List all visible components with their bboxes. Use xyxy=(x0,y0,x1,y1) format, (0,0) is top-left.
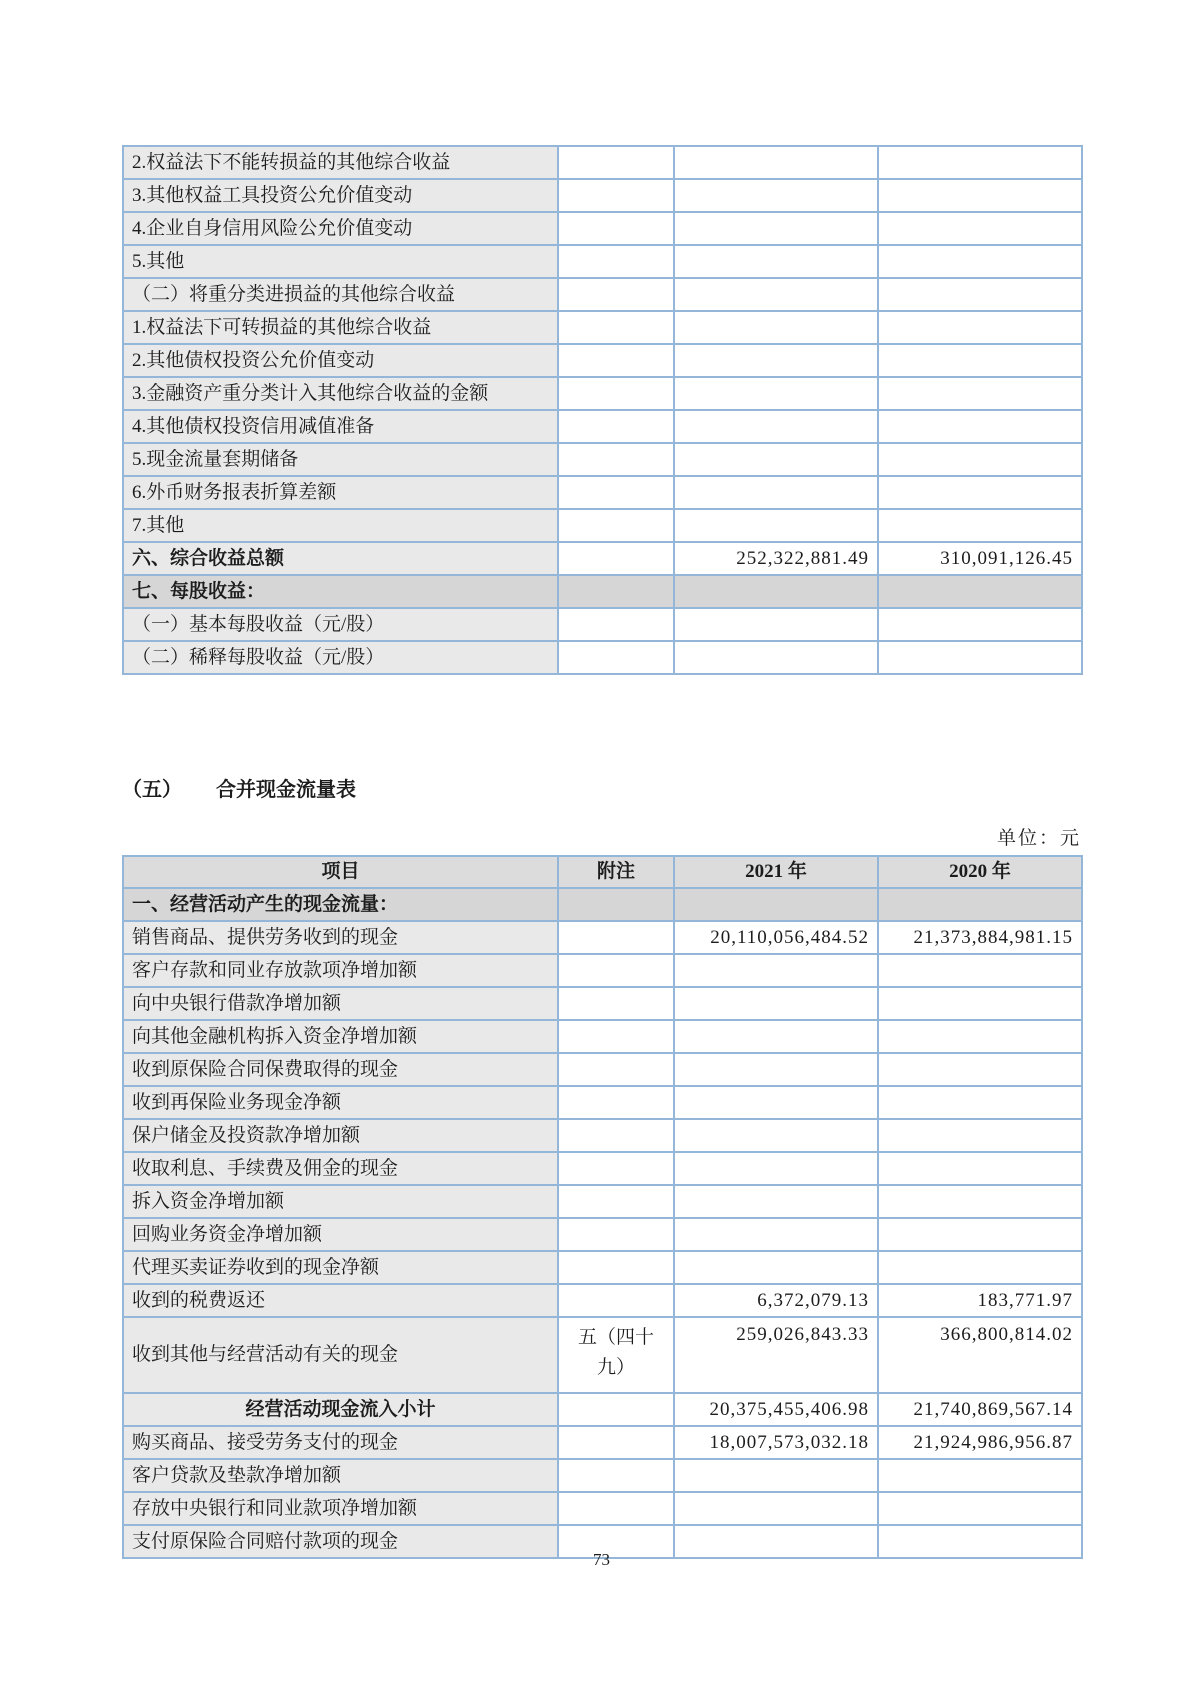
value-cell-2020 xyxy=(878,245,1082,278)
value-cell-2021 xyxy=(674,476,878,509)
table-row xyxy=(123,954,1082,987)
item-label-cell: 2.权益法下不能转损益的其他综合收益 xyxy=(123,146,558,179)
note-cell xyxy=(558,1020,674,1053)
table-row xyxy=(123,1020,1082,1053)
item-label-cell: （一）基本每股收益（元/股） xyxy=(123,608,558,641)
note-cell xyxy=(558,1251,674,1284)
value-cell-2021 xyxy=(674,1459,878,1492)
value-cell-2021: 18,007,573,032.18 xyxy=(674,1426,878,1459)
value-cell-2021: 259,026,843.33 xyxy=(674,1317,878,1393)
item-label-cell: （二）稀释每股收益（元/股） xyxy=(123,641,558,674)
note-cell xyxy=(558,311,674,344)
value-cell-2020 xyxy=(878,410,1082,443)
table-row xyxy=(123,1251,1082,1284)
note-cell xyxy=(558,410,674,443)
value-cell-2021 xyxy=(674,311,878,344)
value-cell-2020 xyxy=(878,1492,1082,1525)
value-cell-2021 xyxy=(674,954,878,987)
table-row xyxy=(123,509,1082,542)
item-label-cell: 6.外币财务报表折算差额 xyxy=(123,476,558,509)
value-cell-2020 xyxy=(878,1218,1082,1251)
note-cell xyxy=(558,1459,674,1492)
item-label-cell: 5.现金流量套期储备 xyxy=(123,443,558,476)
note-cell xyxy=(558,608,674,641)
value-cell-2021 xyxy=(674,1119,878,1152)
note-cell xyxy=(558,921,674,954)
note-cell xyxy=(558,278,674,311)
page-number: 73 xyxy=(593,1550,610,1569)
table-row xyxy=(123,146,1082,179)
note-cell xyxy=(558,344,674,377)
value-cell-2021 xyxy=(674,1086,878,1119)
value-cell-2021 xyxy=(674,1053,878,1086)
table-row xyxy=(123,1053,1082,1086)
value-cell-2020 xyxy=(878,1053,1082,1086)
value-cell-2020 xyxy=(878,1020,1082,1053)
item-label-cell: 向其他金融机构拆入资金净增加额 xyxy=(123,1020,558,1053)
item-label-cell: 4.企业自身信用风险公允价值变动 xyxy=(123,212,558,245)
value-cell-2021 xyxy=(674,443,878,476)
note-cell xyxy=(558,987,674,1020)
table-row xyxy=(123,311,1082,344)
note-cell xyxy=(558,1492,674,1525)
value-cell-2020 xyxy=(878,311,1082,344)
value-cell-2020: 21,740,869,567.14 xyxy=(878,1393,1082,1426)
item-label-cell: 支付原保险合同赔付款项的现金 xyxy=(123,1525,558,1558)
value-cell-2021 xyxy=(674,1492,878,1525)
cash-flow-table-wrap xyxy=(122,855,1083,1559)
table-row xyxy=(123,179,1082,212)
table-row xyxy=(123,476,1082,509)
item-label-cell: 七、每股收益： xyxy=(123,575,558,608)
value-cell-2020 xyxy=(878,641,1082,674)
value-cell-2021 xyxy=(674,212,878,245)
value-cell-2020 xyxy=(878,443,1082,476)
table-row xyxy=(123,641,1082,674)
value-cell-2021 xyxy=(674,179,878,212)
note-cell xyxy=(558,641,674,674)
table-row xyxy=(123,987,1082,1020)
table-row xyxy=(123,542,1082,575)
item-label-cell: 收到再保险业务现金净额 xyxy=(123,1086,558,1119)
value-cell-2021 xyxy=(674,1185,878,1218)
value-cell-2020 xyxy=(878,476,1082,509)
item-label-cell: 收到其他与经营活动有关的现金 xyxy=(123,1317,558,1393)
value-cell-2020 xyxy=(878,888,1082,921)
table-row xyxy=(123,377,1082,410)
table-row xyxy=(123,1119,1082,1152)
table-row xyxy=(123,1284,1082,1317)
item-label-cell: 收取利息、手续费及佣金的现金 xyxy=(123,1152,558,1185)
value-cell-2020 xyxy=(878,212,1082,245)
value-cell-2021 xyxy=(674,278,878,311)
value-cell-2021 xyxy=(674,641,878,674)
header-item: 项目 xyxy=(123,856,558,888)
note-cell xyxy=(558,179,674,212)
value-cell-2021 xyxy=(674,344,878,377)
note-cell xyxy=(558,509,674,542)
table-row xyxy=(123,1393,1082,1426)
item-label-cell: 代理买卖证券收到的现金净额 xyxy=(123,1251,558,1284)
value-cell-2020 xyxy=(878,1086,1082,1119)
table-row xyxy=(123,278,1082,311)
header-note: 附注 xyxy=(558,856,674,888)
value-cell-2021: 20,375,455,406.98 xyxy=(674,1393,878,1426)
value-cell-2021 xyxy=(674,987,878,1020)
note-cell xyxy=(558,146,674,179)
value-cell-2020 xyxy=(878,1459,1082,1492)
value-cell-2020 xyxy=(878,1185,1082,1218)
value-cell-2020 xyxy=(878,954,1082,987)
note-cell xyxy=(558,212,674,245)
item-label-cell: 收到的税费返还 xyxy=(123,1284,558,1317)
note-cell xyxy=(558,245,674,278)
cash-flow-table xyxy=(122,855,1083,1559)
value-cell-2021 xyxy=(674,1218,878,1251)
value-cell-2020 xyxy=(878,146,1082,179)
note-cell xyxy=(558,542,674,575)
value-cell-2020: 366,800,814.02 xyxy=(878,1317,1082,1393)
value-cell-2020 xyxy=(878,1119,1082,1152)
value-cell-2021 xyxy=(674,377,878,410)
table-row xyxy=(123,1492,1082,1525)
value-cell-2020 xyxy=(878,377,1082,410)
note-cell xyxy=(558,1185,674,1218)
table-row xyxy=(123,1152,1082,1185)
note-cell xyxy=(558,954,674,987)
item-label-cell: 1.权益法下可转损益的其他综合收益 xyxy=(123,311,558,344)
table-row xyxy=(123,1426,1082,1459)
value-cell-2020: 183,771.97 xyxy=(878,1284,1082,1317)
value-cell-2021 xyxy=(674,509,878,542)
table-row xyxy=(123,344,1082,377)
item-label-cell: 7.其他 xyxy=(123,509,558,542)
note-cell xyxy=(558,575,674,608)
table-row xyxy=(123,245,1082,278)
note-cell xyxy=(558,1218,674,1251)
table-row xyxy=(123,1317,1082,1393)
value-cell-2020 xyxy=(878,278,1082,311)
table-row xyxy=(123,921,1082,954)
table-row xyxy=(123,443,1082,476)
value-cell-2020 xyxy=(878,575,1082,608)
note-cell xyxy=(558,1152,674,1185)
item-label-cell: 保户储金及投资款净增加额 xyxy=(123,1119,558,1152)
value-cell-2021: 6,372,079.13 xyxy=(674,1284,878,1317)
value-cell-2021 xyxy=(674,1020,878,1053)
table-row xyxy=(123,1185,1082,1218)
value-cell-2020 xyxy=(878,179,1082,212)
table-row xyxy=(123,1086,1082,1119)
note-cell xyxy=(558,888,674,921)
header-2020: 2020 年 xyxy=(878,856,1082,888)
value-cell-2021 xyxy=(674,1152,878,1185)
item-label-cell: 收到原保险合同保费取得的现金 xyxy=(123,1053,558,1086)
value-cell-2020 xyxy=(878,608,1082,641)
comprehensive-income-table xyxy=(122,145,1083,675)
item-label-cell: 六、综合收益总额 xyxy=(123,542,558,575)
value-cell-2021 xyxy=(674,888,878,921)
item-label-cell: 拆入资金净增加额 xyxy=(123,1185,558,1218)
note-cell xyxy=(558,377,674,410)
value-cell-2021 xyxy=(674,245,878,278)
table-row xyxy=(123,888,1082,921)
item-label-cell: 经营活动现金流入小计 xyxy=(123,1393,558,1426)
unit-label: 单位：元 xyxy=(996,828,1081,849)
table-row xyxy=(123,410,1082,443)
value-cell-2021: 20,110,056,484.52 xyxy=(674,921,878,954)
value-cell-2020 xyxy=(878,344,1082,377)
value-cell-2020: 21,924,986,956.87 xyxy=(878,1426,1082,1459)
note-cell xyxy=(558,476,674,509)
header-2021: 2021 年 xyxy=(674,856,878,888)
section-heading-title: 合并现金流量表 xyxy=(216,779,356,801)
value-cell-2020 xyxy=(878,987,1082,1020)
table-row xyxy=(123,575,1082,608)
note-cell xyxy=(558,1284,674,1317)
item-label-cell: 客户存款和同业存放款项净增加额 xyxy=(123,954,558,987)
item-label-cell: （二）将重分类进损益的其他综合收益 xyxy=(123,278,558,311)
note-cell xyxy=(558,1119,674,1152)
item-label-cell: 回购业务资金净增加额 xyxy=(123,1218,558,1251)
value-cell-2021 xyxy=(674,410,878,443)
item-label-cell: 向中央银行借款净增加额 xyxy=(123,987,558,1020)
value-cell-2021 xyxy=(674,575,878,608)
value-cell-2020: 21,373,884,981.15 xyxy=(878,921,1082,954)
item-label-cell: 存放中央银行和同业款项净增加额 xyxy=(123,1492,558,1525)
note-cell xyxy=(558,1053,674,1086)
item-label-cell: 销售商品、提供劳务收到的现金 xyxy=(123,921,558,954)
value-cell-2020 xyxy=(878,1152,1082,1185)
value-cell-2021: 252,322,881.49 xyxy=(674,542,878,575)
value-cell-2021 xyxy=(674,1251,878,1284)
note-cell xyxy=(558,1426,674,1459)
note-cell: 五（四十九） xyxy=(558,1317,674,1393)
header-row xyxy=(123,856,1082,888)
value-cell-2020: 310,091,126.45 xyxy=(878,542,1082,575)
table-row xyxy=(123,212,1082,245)
item-label-cell: 3.其他权益工具投资公允价值变动 xyxy=(123,179,558,212)
comprehensive-income-table-wrap xyxy=(122,145,1083,675)
table-row xyxy=(123,1218,1082,1251)
item-label-cell: 一、经营活动产生的现金流量： xyxy=(123,888,558,921)
note-cell xyxy=(558,1086,674,1119)
value-cell-2021 xyxy=(674,608,878,641)
item-label-cell: 购买商品、接受劳务支付的现金 xyxy=(123,1426,558,1459)
item-label-cell: 2.其他债权投资公允价值变动 xyxy=(123,344,558,377)
table-row xyxy=(123,1459,1082,1492)
item-label-cell: 3.金融资产重分类计入其他综合收益的金额 xyxy=(123,377,558,410)
value-cell-2020 xyxy=(878,509,1082,542)
section-heading xyxy=(122,773,1081,802)
item-label-cell: 4.其他债权投资信用减值准备 xyxy=(123,410,558,443)
item-label-cell: 客户贷款及垫款净增加额 xyxy=(123,1459,558,1492)
item-label-cell: 5.其他 xyxy=(123,245,558,278)
value-cell-2021 xyxy=(674,146,878,179)
note-cell xyxy=(558,1393,674,1426)
value-cell-2020 xyxy=(878,1251,1082,1284)
note-cell xyxy=(558,443,674,476)
table-row xyxy=(123,608,1082,641)
section-heading-index: （五） xyxy=(122,779,182,801)
